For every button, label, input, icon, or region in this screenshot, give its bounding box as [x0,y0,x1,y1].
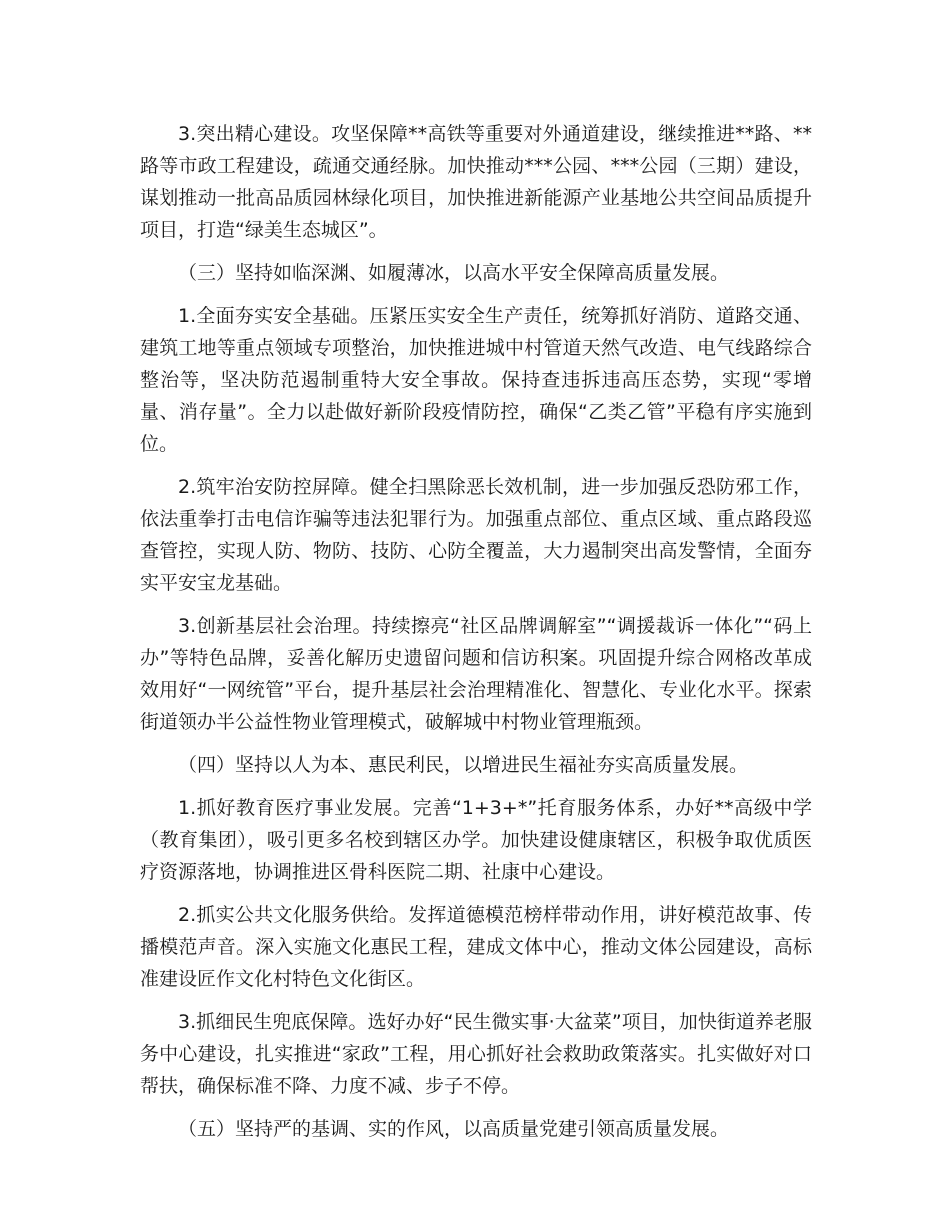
paragraph-public-security: 2.筑牢治安防控屏障。健全扫黑除恶长效机制，进一步加强反恐防邪工作，依法重拳打击电信诈骗等违法犯罪行为。加强重点部位、重点区域、重点路段巡查管控，实现人防、物防、技防、心防全覆盖，大力遏制突出高发警情，全面夯实平安宝龙基础。 [140,476,812,594]
section-heading-five: （五）坚持严的基调、实的作风，以高质量党建引领高质量发展。 [178,1118,730,1140]
document-body [140,118,812,1156]
paragraph-social-governance: 3.创新基层社会治理。持续擦亮“社区品牌调解室”“调援裁诉一体化”“码上办”等特色品牌，妥善化解历史遗留问题和信访积案。巩固提升综合网格改革成效用好“一网统管”平台，提升基层社会治理精准化、智慧化、专业化水平。探索街道领办半公益性物业管理模式，破解城中村物业管理瓶颈。 [140,615,812,733]
paragraph-safety-foundation: 1.全面夯实安全基础。压紧压实安全生产责任，统筹抓好消防、道路交通、建筑工地等重点领域专项整治，加快推进城中村管道天然气改造、电气线路综合整治等，坚决防范遏制重特大安全事故。保持查违拆违高压态势，实现“零增量、消存量”。全力以赴做好新阶段疫情防控，确保“乙类乙管”平稳有序实施到位。 [140,305,812,455]
paragraph-green-city: 3.突出精心建设。攻坚保障**高铁等重要对外通道建设，继续推进**路、**路等市政工程建设，疏通交通经脉。加快推动***公园、***公园（三期）建设，谋划推动一批高品质园林绿化项目，加快推进新能源产业基地公共空间品质提升项目，打造“绿美生态城区”。 [140,123,812,241]
section-heading-four: （四）坚持以人为本、惠民利民，以增进民生福祉夯实高质量发展。 [178,754,749,776]
paragraph-livelihood-security: 3.抓细民生兜底保障。选好办好“民生微实事·大盆菜”项目，加快街道养老服务中心建设，扎实推进“家政”工程，用心抓好社会救助政策落实。扎实做好对口帮扶，确保标准不降、力度不减、步子不停。 [140,1011,812,1097]
paragraph-public-culture: 2.抓实公共文化服务供给。发挥道德模范榜样带动作用，讲好模范故事、传播模范声音。深入实施文化惠民工程，建成文体中心，推动文体公园建设，高标准建设匠作文化村特色文化街区。 [140,904,812,990]
paragraph-education-medical: 1.抓好教育医疗事业发展。完善“1+3+*”托育服务体系，办好**高级中学（教育集团），吸引更多名校到辖区办学。加快建设健康辖区，积极争取优质医疗资源落地，协调推进区骨科医院二期、社康中心建设。 [140,797,812,883]
section-heading-three: （三）坚持如临深渊、如履薄冰，以高水平安全保障高质量发展。 [178,262,730,284]
